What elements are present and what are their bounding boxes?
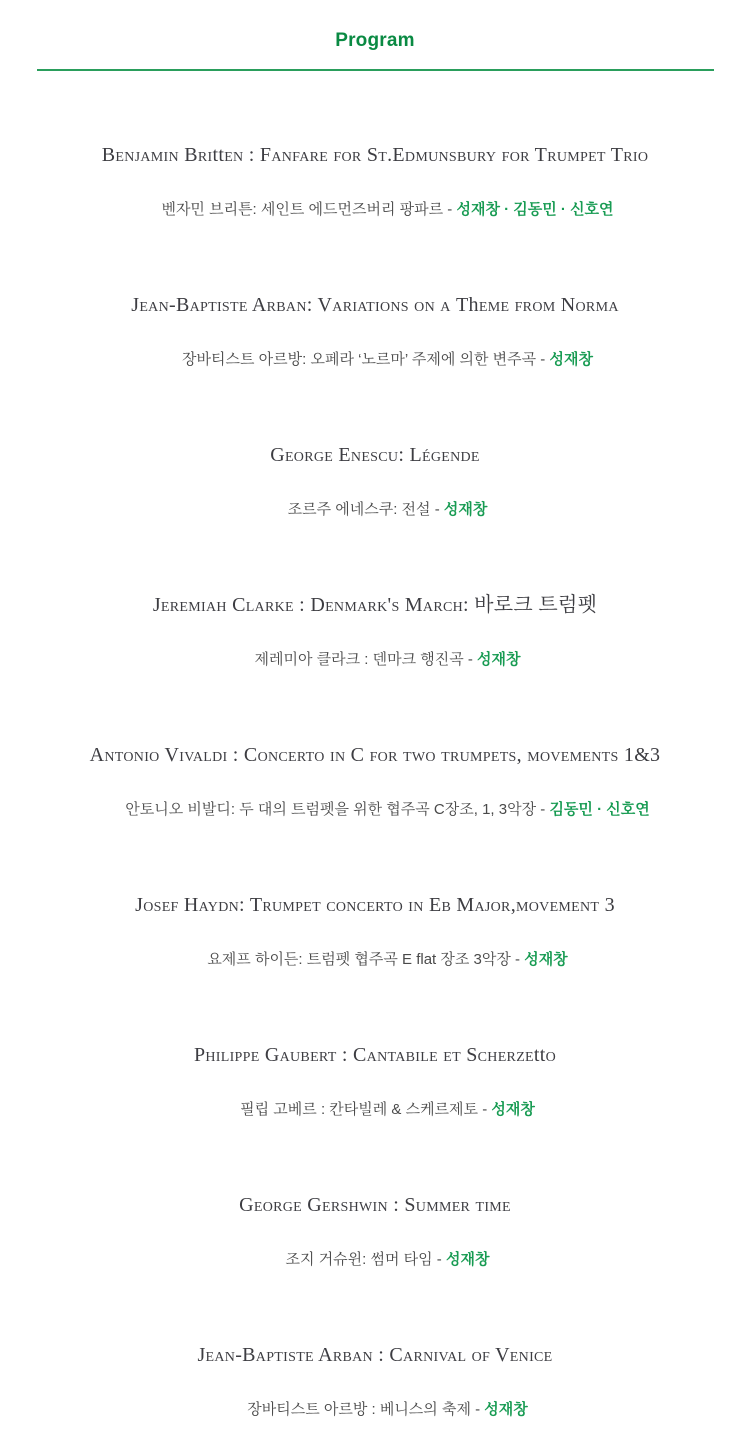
piece-subtitle-korean: 장바티스트 아르방 : 베니스의 축제 xyxy=(247,1401,471,1418)
piece-title: Jean-Baptiste Arban: Variations on a Theme from Norma xyxy=(131,294,619,316)
piece-subtitle-korean: 제레미아 클라크 : 덴마크 행진곡 xyxy=(254,651,464,668)
piece-title: Benjamin Britten : Fanfare for St.Edmunsbury for Trumpet Trio xyxy=(101,144,649,166)
subtitle-separator: - xyxy=(430,501,444,518)
piece-title: Antonio Vivaldi : Concerto in C for two trumpets, movements 1&3 xyxy=(89,744,661,766)
program-list xyxy=(0,71,750,1449)
program-item xyxy=(0,1341,750,1449)
subtitle-separator: - xyxy=(463,651,478,668)
piece-performers: 성재창 xyxy=(491,1101,535,1118)
subtitle-separator: - xyxy=(443,201,457,218)
piece-title: George Gershwin : Summer time xyxy=(239,1194,511,1216)
piece-subtitle xyxy=(0,621,750,699)
subtitle-separator: - xyxy=(536,801,550,818)
piece-title: Josef Haydn: Trumpet concerto in Eb Major,movement 3 xyxy=(135,894,615,916)
piece-subtitle xyxy=(0,471,750,549)
piece-subtitle-korean: 필립 고베르 : 칸타빌레 & 스케르제토 xyxy=(240,1101,479,1118)
piece-title: George Enescu: Légende xyxy=(270,444,480,466)
piece-performers: 성재창 xyxy=(549,351,593,368)
piece-subtitle-korean: 조르주 에네스쿠: 전설 xyxy=(287,501,431,518)
page-title: Program xyxy=(335,30,415,51)
program-item xyxy=(0,891,750,999)
piece-performers: 성재창 xyxy=(477,651,521,668)
program-item xyxy=(0,591,750,699)
program-item xyxy=(0,291,750,399)
program-item xyxy=(0,1191,750,1299)
page-header xyxy=(0,0,750,71)
piece-performers: 김동민 · 신호연 xyxy=(549,801,650,818)
piece-subtitle-korean: 벤자민 브리튼: 세인트 에드먼즈버리 팡파르 xyxy=(161,201,444,218)
piece-performers: 성재창 xyxy=(524,951,568,968)
piece-performers: 성재창 xyxy=(443,501,488,518)
subtitle-separator: - xyxy=(510,951,525,968)
program-item xyxy=(0,1041,750,1149)
piece-title: Philippe Gaubert : Cantabile et Scherzetto xyxy=(193,1044,557,1066)
piece-subtitle xyxy=(0,1221,750,1299)
piece-subtitle-korean: 조지 거슈윈: 썸머 타임 xyxy=(285,1251,433,1268)
piece-subtitle xyxy=(0,1071,750,1149)
subtitle-separator: - xyxy=(536,351,550,368)
program-item xyxy=(0,441,750,549)
piece-title: Jeremiah Clarke : Denmark's March: 바로크 트럼펫 xyxy=(152,594,598,616)
piece-subtitle xyxy=(0,1371,750,1449)
piece-subtitle-korean: 요제프 하이든: 트럼펫 협주곡 E flat 장조 3악장 xyxy=(207,951,511,968)
subtitle-separator: - xyxy=(432,1251,446,1268)
piece-subtitle xyxy=(0,921,750,999)
piece-subtitle xyxy=(0,771,750,849)
piece-title: Jean-Baptiste Arban : Carnival of Venice xyxy=(197,1344,553,1366)
piece-performers: 성재창 · 김동민 · 신호연 xyxy=(456,201,614,218)
program-item xyxy=(0,141,750,249)
piece-subtitle-korean: 장바티스트 아르방: 오페라 ‘노르마’ 주제에 의한 변주곡 xyxy=(182,351,537,368)
subtitle-separator: - xyxy=(470,1401,485,1418)
program-item xyxy=(0,741,750,849)
piece-performers: 성재창 xyxy=(445,1251,490,1268)
subtitle-separator: - xyxy=(478,1101,492,1118)
piece-subtitle xyxy=(0,171,750,249)
piece-subtitle xyxy=(0,321,750,399)
piece-subtitle-korean: 안토니오 비발디: 두 대의 트럼펫을 위한 협주곡 C장조, 1, 3악장 xyxy=(125,801,537,818)
piece-performers: 성재창 xyxy=(484,1401,528,1418)
